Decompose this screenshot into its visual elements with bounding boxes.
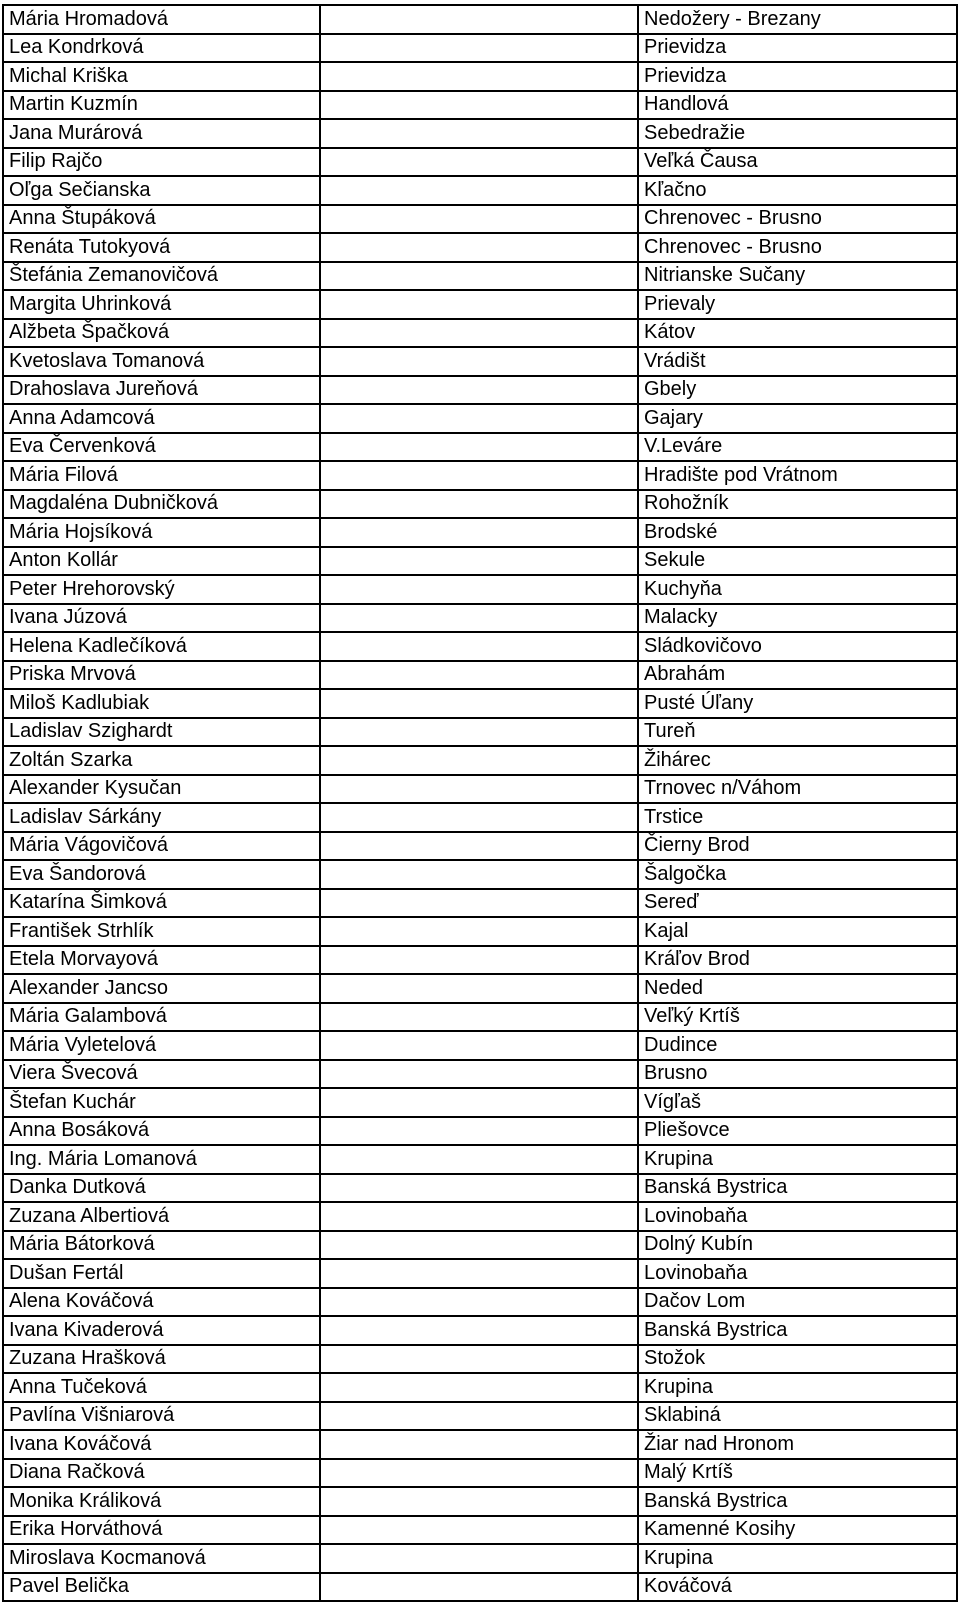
- empty-cell: [320, 205, 638, 234]
- table-row: [3, 860, 957, 889]
- empty-cell: [320, 746, 638, 775]
- table-row: [3, 917, 957, 946]
- name-cell: Zoltán Szarka: [3, 746, 320, 775]
- town-cell: Nitrianske Sučany: [638, 262, 957, 291]
- name-cell: Danka Dutková: [3, 1174, 320, 1203]
- empty-cell: [320, 404, 638, 433]
- table-row: [3, 775, 957, 804]
- town-cell: Veľká Čausa: [638, 148, 957, 177]
- table-row: [3, 946, 957, 975]
- name-cell: Mária Vyletelová: [3, 1031, 320, 1060]
- name-cell: Viera Švecová: [3, 1060, 320, 1089]
- empty-cell: [320, 632, 638, 661]
- town-cell: Dačov Lom: [638, 1288, 957, 1317]
- name-cell: Ivana Kivaderová: [3, 1316, 320, 1345]
- town-cell: Stožok: [638, 1345, 957, 1374]
- name-cell: Peter Hrehorovský: [3, 575, 320, 604]
- name-cell: Miroslava Kocmanová: [3, 1544, 320, 1573]
- town-cell: Čierny Brod: [638, 832, 957, 861]
- name-cell: Ivana Kováčová: [3, 1430, 320, 1459]
- town-cell: Lovinobaňa: [638, 1259, 957, 1288]
- empty-cell: [320, 1459, 638, 1488]
- town-cell: Krupina: [638, 1373, 957, 1402]
- table-row: [3, 632, 957, 661]
- town-cell: Kráľov Brod: [638, 946, 957, 975]
- name-cell: Zuzana Albertiová: [3, 1202, 320, 1231]
- name-cell: Anna Štupáková: [3, 205, 320, 234]
- table-row: [3, 119, 957, 148]
- empty-cell: [320, 1060, 638, 1089]
- town-cell: Trnovec n/Váhom: [638, 775, 957, 804]
- table-row: [3, 62, 957, 91]
- names-towns-table: [2, 4, 958, 1602]
- name-cell: Filip Rajčo: [3, 148, 320, 177]
- empty-cell: [320, 518, 638, 547]
- town-cell: Sekule: [638, 547, 957, 576]
- table-row: [3, 1430, 957, 1459]
- empty-cell: [320, 1259, 638, 1288]
- empty-cell: [320, 1402, 638, 1431]
- table-row: [3, 262, 957, 291]
- table-row: [3, 1516, 957, 1545]
- town-cell: Prievidza: [638, 34, 957, 63]
- town-cell: Banská Bystrica: [638, 1487, 957, 1516]
- town-cell: Hradište pod Vrátnom: [638, 461, 957, 490]
- empty-cell: [320, 1373, 638, 1402]
- town-cell: Vígľaš: [638, 1088, 957, 1117]
- table-row: [3, 974, 957, 1003]
- empty-cell: [320, 1202, 638, 1231]
- empty-cell: [320, 176, 638, 205]
- town-cell: Krupina: [638, 1544, 957, 1573]
- table-row: [3, 689, 957, 718]
- name-cell: Oľga Sečianska: [3, 176, 320, 205]
- table-row: [3, 1031, 957, 1060]
- table-row: [3, 1487, 957, 1516]
- name-cell: Ladislav Sárkány: [3, 803, 320, 832]
- empty-cell: [320, 148, 638, 177]
- table-row: [3, 1459, 957, 1488]
- table-row: [3, 1174, 957, 1203]
- table-row: [3, 91, 957, 120]
- empty-cell: [320, 1288, 638, 1317]
- name-cell: Margita Uhrinková: [3, 290, 320, 319]
- table-row: [3, 290, 957, 319]
- town-cell: Rohožník: [638, 490, 957, 519]
- name-cell: František Strhlík: [3, 917, 320, 946]
- empty-cell: [320, 1544, 638, 1573]
- empty-cell: [320, 5, 638, 34]
- town-cell: Sereď: [638, 889, 957, 918]
- empty-cell: [320, 490, 638, 519]
- town-cell: Kováčová: [638, 1573, 957, 1602]
- table-row: [3, 1345, 957, 1374]
- town-cell: Gbely: [638, 376, 957, 405]
- town-cell: Sklabiná: [638, 1402, 957, 1431]
- name-cell: Ladislav Szighardt: [3, 718, 320, 747]
- name-cell: Alexander Kysučan: [3, 775, 320, 804]
- name-cell: Alžbeta Špačková: [3, 319, 320, 348]
- empty-cell: [320, 575, 638, 604]
- table-row: [3, 803, 957, 832]
- empty-cell: [320, 262, 638, 291]
- name-cell: Anton Kollár: [3, 547, 320, 576]
- name-cell: Martin Kuzmín: [3, 91, 320, 120]
- town-cell: Prievaly: [638, 290, 957, 319]
- name-cell: Eva Šandorová: [3, 860, 320, 889]
- table-row: [3, 1316, 957, 1345]
- name-cell: Priska Mrvová: [3, 661, 320, 690]
- town-cell: V.Leváre: [638, 433, 957, 462]
- name-cell: Drahoslava Jureňová: [3, 376, 320, 405]
- name-cell: Michal Kriška: [3, 62, 320, 91]
- table-row: [3, 547, 957, 576]
- name-cell: Zuzana Hrašková: [3, 1345, 320, 1374]
- name-cell: Mária Hojsíková: [3, 518, 320, 547]
- empty-cell: [320, 974, 638, 1003]
- town-cell: Prievidza: [638, 62, 957, 91]
- name-cell: Etela Morvayová: [3, 946, 320, 975]
- empty-cell: [320, 832, 638, 861]
- empty-cell: [320, 233, 638, 262]
- table-row: [3, 1373, 957, 1402]
- town-cell: Kľačno: [638, 176, 957, 205]
- empty-cell: [320, 347, 638, 376]
- empty-cell: [320, 1430, 638, 1459]
- table-row: [3, 746, 957, 775]
- name-cell: Katarína Šimková: [3, 889, 320, 918]
- table-body: [3, 5, 957, 1601]
- name-cell: Miloš Kadlubiak: [3, 689, 320, 718]
- empty-cell: [320, 1316, 638, 1345]
- town-cell: Tureň: [638, 718, 957, 747]
- name-cell: Ing. Mária Lomanová: [3, 1145, 320, 1174]
- empty-cell: [320, 376, 638, 405]
- town-cell: Lovinobaňa: [638, 1202, 957, 1231]
- table-row: [3, 1573, 957, 1602]
- name-cell: Mária Bátorková: [3, 1231, 320, 1260]
- name-cell: Mária Filová: [3, 461, 320, 490]
- town-cell: Brodské: [638, 518, 957, 547]
- empty-cell: [320, 91, 638, 120]
- empty-cell: [320, 34, 638, 63]
- name-cell: Pavlína Višniarová: [3, 1402, 320, 1431]
- town-cell: Malacky: [638, 604, 957, 633]
- empty-cell: [320, 889, 638, 918]
- town-cell: Chrenovec - Brusno: [638, 205, 957, 234]
- table-row: [3, 376, 957, 405]
- name-cell: Kvetoslava Tomanová: [3, 347, 320, 376]
- empty-cell: [320, 946, 638, 975]
- table-row: [3, 176, 957, 205]
- table-row: [3, 319, 957, 348]
- name-cell: Štefan Kuchár: [3, 1088, 320, 1117]
- town-cell: Abrahám: [638, 661, 957, 690]
- table-row: [3, 1402, 957, 1431]
- name-cell: Jana Murárová: [3, 119, 320, 148]
- table-row: [3, 604, 957, 633]
- town-cell: Kátov: [638, 319, 957, 348]
- empty-cell: [320, 1003, 638, 1032]
- table-row: [3, 461, 957, 490]
- table-row: [3, 5, 957, 34]
- table-row: [3, 718, 957, 747]
- table-row: [3, 518, 957, 547]
- table-row: [3, 1288, 957, 1317]
- name-cell: Dušan Fertál: [3, 1259, 320, 1288]
- table-row: [3, 1202, 957, 1231]
- empty-cell: [320, 917, 638, 946]
- name-cell: Erika Horváthová: [3, 1516, 320, 1545]
- table-row: [3, 1060, 957, 1089]
- name-cell: Anna Adamcová: [3, 404, 320, 433]
- name-cell: Renáta Tutokyová: [3, 233, 320, 262]
- name-cell: Anna Bosáková: [3, 1117, 320, 1146]
- table-row: [3, 490, 957, 519]
- town-cell: Banská Bystrica: [638, 1174, 957, 1203]
- empty-cell: [320, 1031, 638, 1060]
- empty-cell: [320, 547, 638, 576]
- town-cell: Handlová: [638, 91, 957, 120]
- table-row: [3, 347, 957, 376]
- town-cell: Sládkovičovo: [638, 632, 957, 661]
- town-cell: Žihárec: [638, 746, 957, 775]
- town-cell: Brusno: [638, 1060, 957, 1089]
- empty-cell: [320, 1516, 638, 1545]
- table-row: [3, 661, 957, 690]
- town-cell: Kajal: [638, 917, 957, 946]
- name-cell: Mária Hromadová: [3, 5, 320, 34]
- name-cell: Mária Galambová: [3, 1003, 320, 1032]
- table-row: [3, 1088, 957, 1117]
- town-cell: Nedožery - Brezany: [638, 5, 957, 34]
- name-cell: Diana Račková: [3, 1459, 320, 1488]
- town-cell: Šalgočka: [638, 860, 957, 889]
- empty-cell: [320, 1117, 638, 1146]
- table-row: [3, 1117, 957, 1146]
- town-cell: Pliešovce: [638, 1117, 957, 1146]
- table-row: [3, 205, 957, 234]
- empty-cell: [320, 1573, 638, 1602]
- name-cell: Mária Vágovičová: [3, 832, 320, 861]
- town-cell: Kamenné Kosihy: [638, 1516, 957, 1545]
- table-row: [3, 1544, 957, 1573]
- table-row: [3, 1231, 957, 1260]
- empty-cell: [320, 1231, 638, 1260]
- name-cell: Anna Tučeková: [3, 1373, 320, 1402]
- name-cell: Helena Kadlečíková: [3, 632, 320, 661]
- empty-cell: [320, 1088, 638, 1117]
- town-cell: Dolný Kubín: [638, 1231, 957, 1260]
- town-cell: Veľký Krtíš: [638, 1003, 957, 1032]
- town-cell: Dudince: [638, 1031, 957, 1060]
- empty-cell: [320, 775, 638, 804]
- empty-cell: [320, 718, 638, 747]
- empty-cell: [320, 661, 638, 690]
- table-row: [3, 34, 957, 63]
- empty-cell: [320, 1145, 638, 1174]
- name-cell: Lea Kondrková: [3, 34, 320, 63]
- table-row: [3, 1145, 957, 1174]
- town-cell: Vrádišt: [638, 347, 957, 376]
- town-cell: Trstice: [638, 803, 957, 832]
- empty-cell: [320, 604, 638, 633]
- empty-cell: [320, 803, 638, 832]
- table-row: [3, 1003, 957, 1032]
- empty-cell: [320, 689, 638, 718]
- town-cell: Krupina: [638, 1145, 957, 1174]
- empty-cell: [320, 1345, 638, 1374]
- table-row: [3, 1259, 957, 1288]
- town-cell: Gajary: [638, 404, 957, 433]
- town-cell: Kuchyňa: [638, 575, 957, 604]
- empty-cell: [320, 62, 638, 91]
- empty-cell: [320, 461, 638, 490]
- name-cell: Pavel Belička: [3, 1573, 320, 1602]
- name-cell: Alena Kováčová: [3, 1288, 320, 1317]
- empty-cell: [320, 433, 638, 462]
- name-cell: Magdaléna Dubničková: [3, 490, 320, 519]
- town-cell: Malý Krtíš: [638, 1459, 957, 1488]
- table-row: [3, 433, 957, 462]
- name-cell: Štefánia Zemanovičová: [3, 262, 320, 291]
- town-cell: Sebedražie: [638, 119, 957, 148]
- town-cell: Neded: [638, 974, 957, 1003]
- table-row: [3, 889, 957, 918]
- empty-cell: [320, 860, 638, 889]
- town-cell: Banská Bystrica: [638, 1316, 957, 1345]
- name-cell: Alexander Jancso: [3, 974, 320, 1003]
- table-row: [3, 575, 957, 604]
- town-cell: Žiar nad Hronom: [638, 1430, 957, 1459]
- empty-cell: [320, 319, 638, 348]
- name-cell: Ivana Júzová: [3, 604, 320, 633]
- town-cell: Chrenovec - Brusno: [638, 233, 957, 262]
- town-cell: Pusté Úľany: [638, 689, 957, 718]
- empty-cell: [320, 119, 638, 148]
- empty-cell: [320, 290, 638, 319]
- table-row: [3, 404, 957, 433]
- empty-cell: [320, 1174, 638, 1203]
- table-row: [3, 832, 957, 861]
- name-cell: Monika Králiková: [3, 1487, 320, 1516]
- name-cell: Eva Červenková: [3, 433, 320, 462]
- empty-cell: [320, 1487, 638, 1516]
- table-row: [3, 148, 957, 177]
- table-row: [3, 233, 957, 262]
